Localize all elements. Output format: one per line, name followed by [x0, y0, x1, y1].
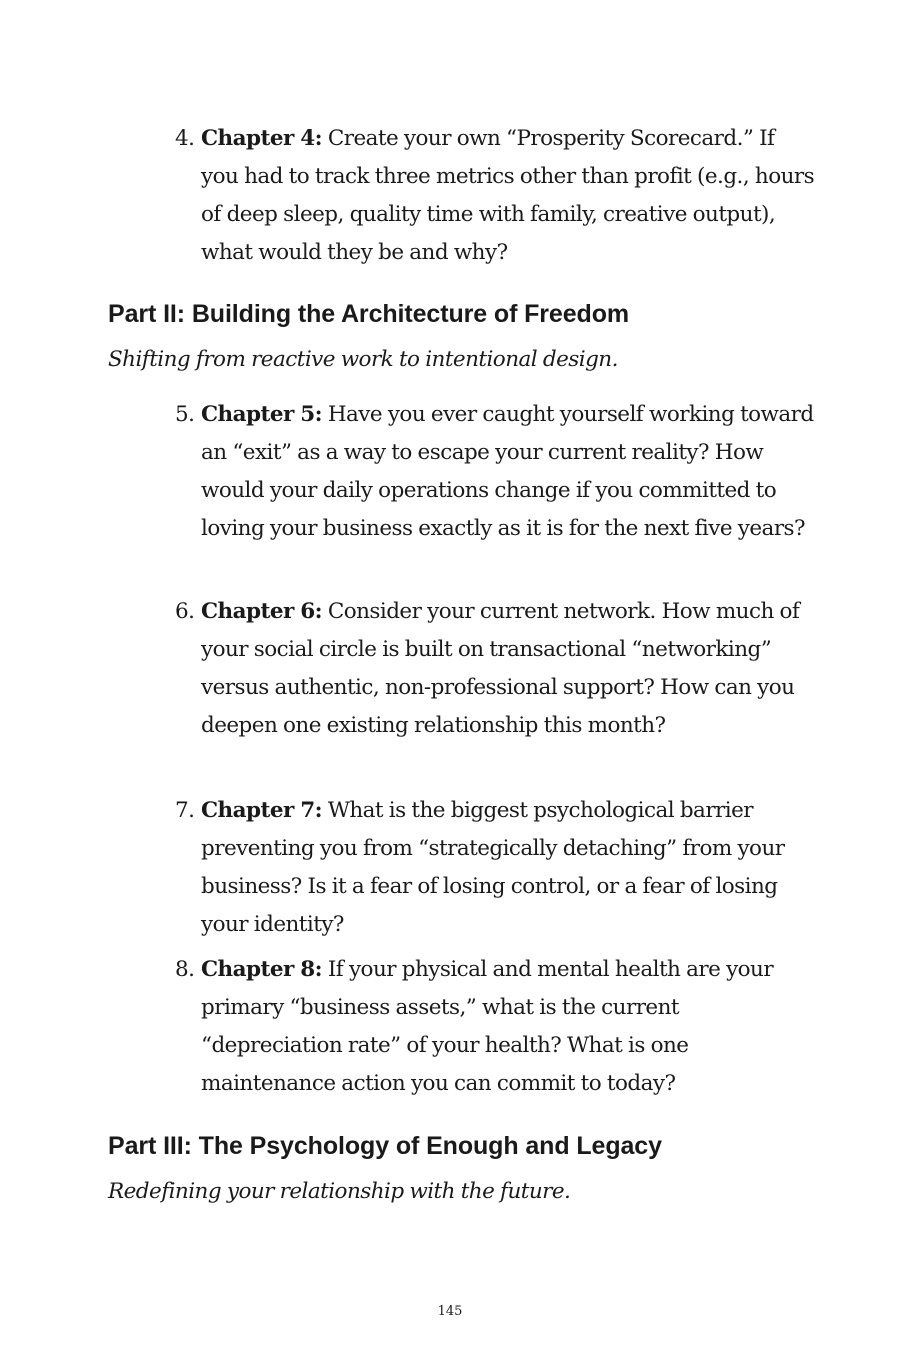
list-item-chapter-4 [175, 120, 815, 272]
list-number: 8. [175, 957, 195, 982]
list-item-body [201, 951, 815, 1103]
part-3-heading: Part III: The Psychology of Enough and Legacy [108, 1132, 662, 1160]
list-item-chapter-5 [175, 396, 815, 548]
list-number: 7. [175, 798, 195, 823]
question-text: Have you ever caught yourself working toward an “exit” as a way to escape your current reality? How would your daily operations change if you committed to loving your business exactly as it is for the next five years? [201, 402, 814, 541]
list-item-body [201, 792, 815, 944]
list-item-chapter-6 [175, 593, 815, 745]
chapter-label: Chapter 5: [201, 402, 323, 427]
list-item-body [201, 396, 815, 548]
list-number: 4. [175, 126, 195, 151]
chapter-label: Chapter 8: [201, 957, 323, 982]
chapter-label: Chapter 4: [201, 126, 323, 151]
part-2-subtitle: Shifting from reactive work to intentional design. [108, 347, 618, 372]
question-text: What is the biggest psychological barrier preventing you from “strategically detaching” from your business? Is it a fear of losing control, or a fear of losing your identity? [201, 798, 785, 937]
list-number: 6. [175, 599, 195, 624]
part-3-subtitle: Redefining your relationship with the future. [108, 1179, 571, 1204]
chapter-label: Chapter 7: [201, 798, 323, 823]
list-item-chapter-7 [175, 792, 815, 944]
question-text: Consider your current network. How much of your social circle is built on transactional “networking” versus authentic, non-professional support? How can you deepen one existing relationship this month? [201, 599, 800, 738]
list-item-body [201, 593, 815, 745]
list-number: 5. [175, 402, 195, 427]
question-text: If your physical and mental health are your primary “business assets,” what is the current “depreciation rate” of your health? What is one maintenance action you can commit to today? [201, 957, 774, 1096]
list-item-chapter-8 [175, 951, 815, 1103]
part-2-heading: Part II: Building the Architecture of Freedom [108, 300, 630, 328]
chapter-label: Chapter 6: [201, 599, 323, 624]
question-text: Create your own “Prosperity Scorecard.” If you had to track three metrics other than profit (e.g., hours of deep sleep, quality time with family, creative output), what would they be and why? [201, 126, 815, 265]
page-number: 145 [437, 1304, 463, 1319]
list-item-body [201, 120, 815, 272]
